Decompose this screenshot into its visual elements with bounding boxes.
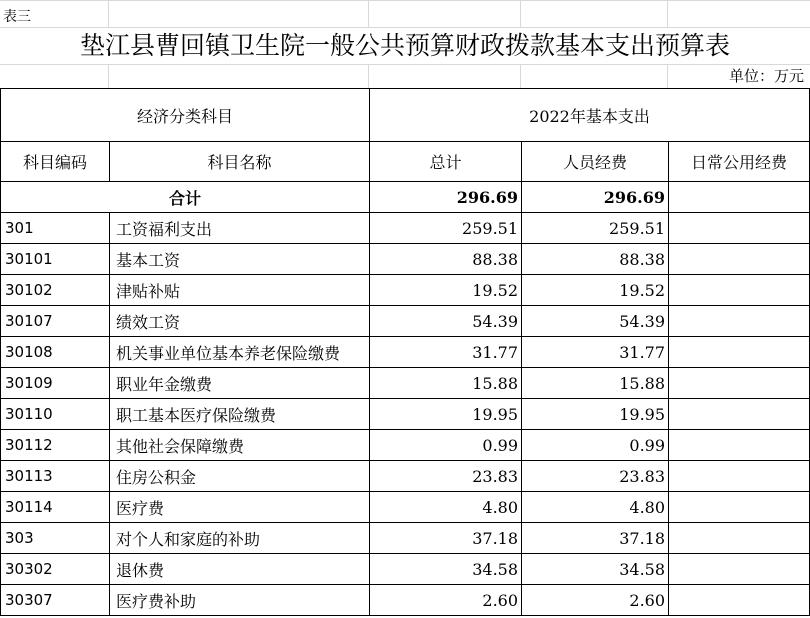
row-public — [669, 244, 810, 275]
row-total: 23.83 — [370, 461, 522, 492]
row-personnel: 88.38 — [522, 244, 669, 275]
table-row — [1, 368, 810, 399]
header-total: 总计 — [370, 142, 522, 182]
row-code: 30109 — [1, 368, 110, 399]
row-public — [669, 554, 810, 585]
table-row — [1, 306, 810, 337]
row-total: 34.58 — [370, 554, 522, 585]
row-name: 职业年金缴费 — [110, 368, 370, 399]
row-public — [669, 430, 810, 461]
row-code: 30113 — [1, 461, 110, 492]
row-public — [669, 523, 810, 554]
table-row — [1, 213, 810, 244]
table-row — [1, 585, 810, 616]
row-code: 30307 — [1, 585, 110, 616]
table-row — [1, 399, 810, 430]
row-code: 30101 — [1, 244, 110, 275]
sheet-label: 表三 — [3, 9, 31, 25]
table-row — [1, 461, 810, 492]
table-row — [1, 492, 810, 523]
grid-line — [0, 64, 810, 65]
budget-table — [0, 88, 810, 616]
row-public — [669, 306, 810, 337]
row-public — [669, 213, 810, 244]
row-name: 医疗费补助 — [110, 585, 370, 616]
row-total: 15.88 — [370, 368, 522, 399]
row-code: 30302 — [1, 554, 110, 585]
header-personnel: 人员经费 — [522, 142, 669, 182]
table-row — [1, 430, 810, 461]
header-public: 日常公用经费 — [669, 142, 810, 182]
table-body — [1, 213, 810, 616]
header-row-group — [1, 89, 810, 142]
row-personnel: 4.80 — [522, 492, 669, 523]
row-public — [669, 368, 810, 399]
total-label: 合计 — [1, 182, 370, 213]
row-total: 54.39 — [370, 306, 522, 337]
row-personnel: 31.77 — [522, 337, 669, 368]
header-name: 科目名称 — [110, 142, 370, 182]
row-personnel: 34.58 — [522, 554, 669, 585]
row-name: 机关事业单位基本养老保险缴费 — [110, 337, 370, 368]
row-name: 工资福利支出 — [110, 213, 370, 244]
row-name: 对个人和家庭的补助 — [110, 523, 370, 554]
header-economic-category: 经济分类科目 — [1, 89, 370, 142]
row-code: 303 — [1, 523, 110, 554]
row-name: 其他社会保障缴费 — [110, 430, 370, 461]
row-code: 30108 — [1, 337, 110, 368]
total-public — [669, 182, 810, 213]
row-name: 职工基本医疗保险缴费 — [110, 399, 370, 430]
total-personnel: 296.69 — [522, 182, 669, 213]
row-public — [669, 461, 810, 492]
row-public — [669, 275, 810, 306]
header-code: 科目编码 — [1, 142, 110, 182]
row-code: 30107 — [1, 306, 110, 337]
row-personnel: 19.52 — [522, 275, 669, 306]
row-total: 37.18 — [370, 523, 522, 554]
total-total: 296.69 — [370, 182, 522, 213]
row-code: 30110 — [1, 399, 110, 430]
row-personnel: 15.88 — [522, 368, 669, 399]
row-name: 绩效工资 — [110, 306, 370, 337]
page-title: 垫江县曹回镇卫生院一般公共预算财政拨款基本支出预算表 — [0, 28, 810, 64]
row-name: 住房公积金 — [110, 461, 370, 492]
header-row-columns — [1, 142, 810, 182]
grid-line — [0, 0, 810, 1]
table-row — [1, 554, 810, 585]
row-personnel: 0.99 — [522, 430, 669, 461]
row-code: 30102 — [1, 275, 110, 306]
table-row — [1, 337, 810, 368]
row-name: 津贴补贴 — [110, 275, 370, 306]
row-total: 259.51 — [370, 213, 522, 244]
row-name: 基本工资 — [110, 244, 370, 275]
row-total: 0.99 — [370, 430, 522, 461]
row-personnel: 19.95 — [522, 399, 669, 430]
row-public — [669, 337, 810, 368]
row-total: 19.95 — [370, 399, 522, 430]
row-code: 30112 — [1, 430, 110, 461]
row-total: 19.52 — [370, 275, 522, 306]
table-row — [1, 244, 810, 275]
row-personnel: 2.60 — [522, 585, 669, 616]
row-code: 30114 — [1, 492, 110, 523]
row-personnel: 54.39 — [522, 306, 669, 337]
row-total: 88.38 — [370, 244, 522, 275]
total-row — [1, 182, 810, 213]
row-total: 31.77 — [370, 337, 522, 368]
header-basic-expenditure: 2022年基本支出 — [370, 89, 810, 142]
table-row — [1, 275, 810, 306]
row-total: 4.80 — [370, 492, 522, 523]
row-public — [669, 492, 810, 523]
table-row — [1, 523, 810, 554]
row-personnel: 259.51 — [522, 213, 669, 244]
row-public — [669, 585, 810, 616]
row-personnel: 23.83 — [522, 461, 669, 492]
row-name: 退休费 — [110, 554, 370, 585]
row-code: 301 — [1, 213, 110, 244]
row-public — [669, 399, 810, 430]
unit-label: 单位：万元 — [725, 66, 804, 86]
row-personnel: 37.18 — [522, 523, 669, 554]
row-total: 2.60 — [370, 585, 522, 616]
row-name: 医疗费 — [110, 492, 370, 523]
